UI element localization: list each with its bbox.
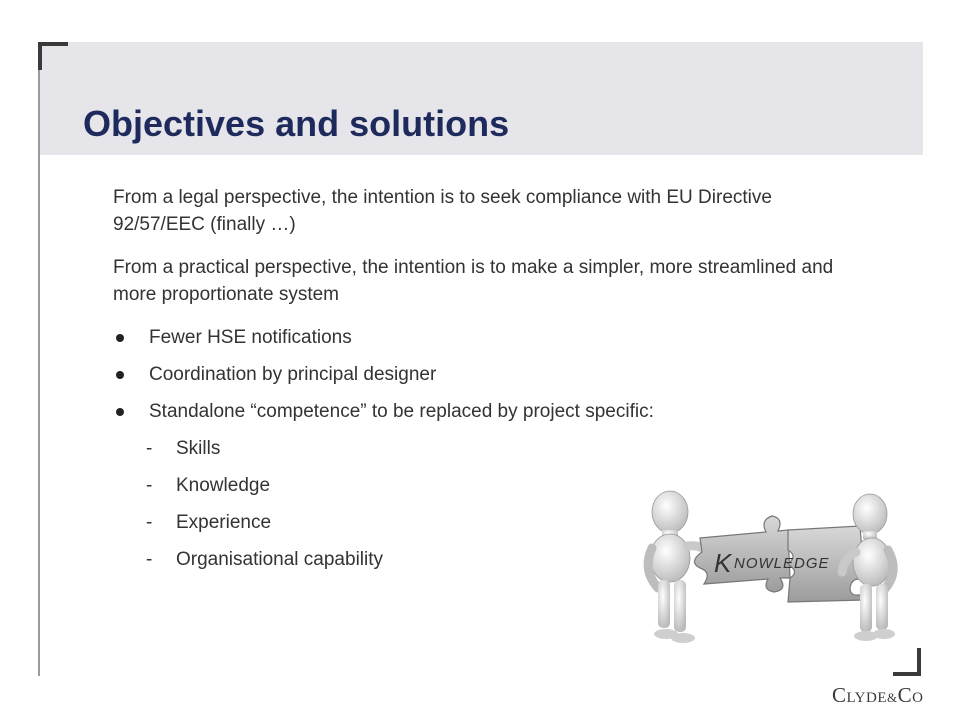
- knowledge-rest-glyph: NOWLEDGE: [734, 555, 830, 572]
- bullet-dot-icon: [116, 408, 124, 416]
- bullet-item: [113, 324, 853, 351]
- corner-mark-bottom-right-h: [893, 672, 921, 676]
- dash-marker: -: [146, 438, 153, 459]
- bullet-list: [113, 324, 853, 425]
- bullet-text: Standalone “competence” to be replaced by project specific:: [149, 401, 654, 422]
- puzzle-pieces-icon: [694, 516, 864, 602]
- bullet-text: Fewer HSE notifications: [149, 327, 352, 348]
- paragraph-practical: From a practical perspective, the intention is to make a simpler, more streamlined and more proportionate system: [113, 257, 834, 305]
- bullet-dot-icon: [116, 334, 124, 342]
- sub-item: [113, 435, 853, 462]
- dash-marker: -: [146, 512, 153, 533]
- corner-mark-top-left-h: [38, 42, 68, 46]
- paragraph-legal: From a legal perspective, the intention is to seek compliance with EU Directive 92/57/EEC (finally …): [113, 187, 772, 235]
- slide-title: Objectives and solutions: [83, 103, 510, 144]
- sub-item-text: Organisational capability: [176, 549, 384, 570]
- dash-marker: -: [146, 549, 153, 570]
- knowledge-k-glyph: K: [714, 548, 732, 578]
- bullet-text: Coordination by principal designer: [149, 364, 437, 385]
- dash-marker: -: [146, 475, 153, 496]
- bullet-dot-icon: [116, 371, 124, 379]
- corner-mark-top-left: [38, 42, 42, 70]
- knowledge-puzzle-illustration: [638, 480, 908, 652]
- sub-item-text: Knowledge: [176, 475, 271, 496]
- bullet-item: [113, 361, 853, 388]
- clyde-co-logo: CLYDE&CO: [832, 683, 924, 707]
- sub-item-text: Skills: [176, 438, 221, 459]
- bullet-item: [113, 398, 853, 425]
- sub-item-text: Experience: [176, 512, 272, 533]
